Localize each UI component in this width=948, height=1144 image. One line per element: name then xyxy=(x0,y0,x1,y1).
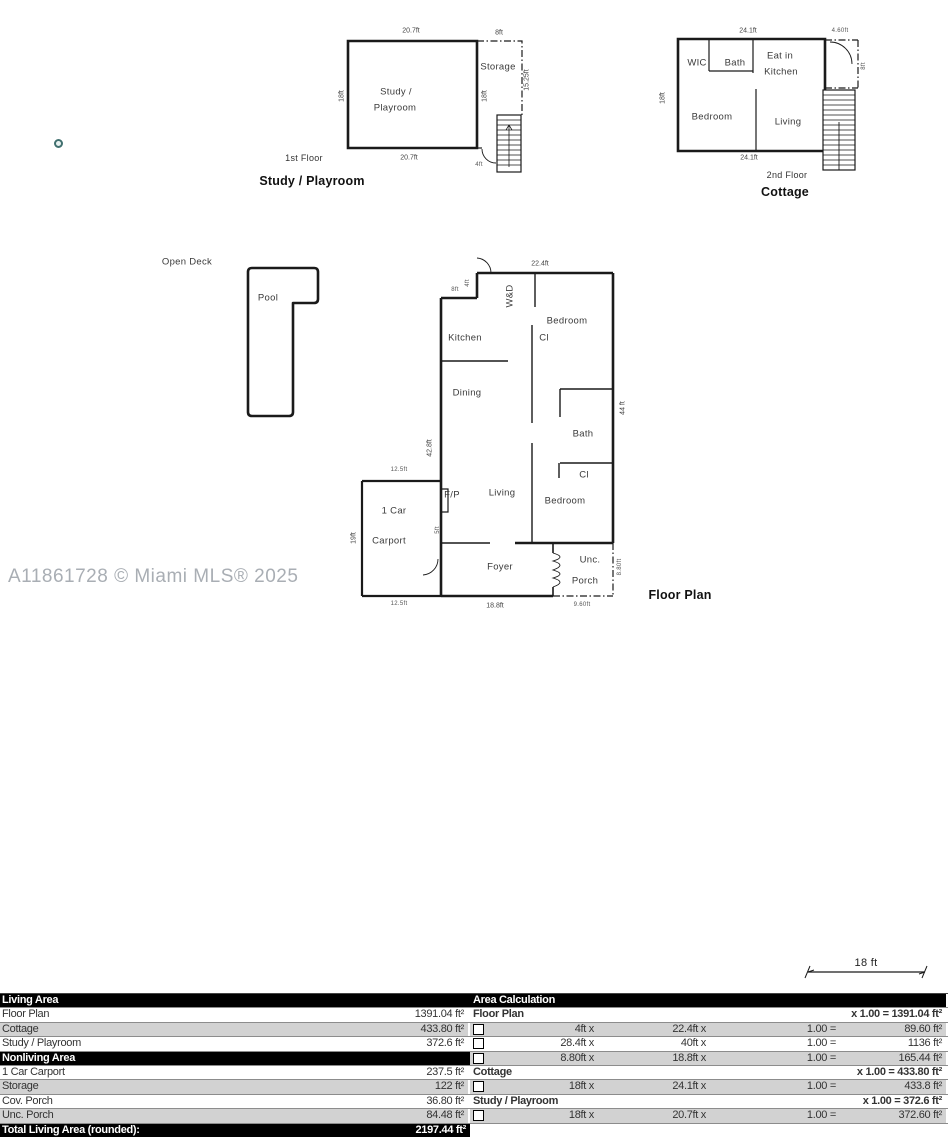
row-label: Unc. Porch xyxy=(2,1109,54,1122)
calc-value: 165.44 ft² xyxy=(898,1051,942,1064)
calc-dim2: 22.4ft x xyxy=(672,1022,706,1035)
dim-label: 8ft xyxy=(495,29,503,37)
label-pool: Pool xyxy=(257,292,279,304)
row-value: 36.80 ft² xyxy=(426,1094,464,1107)
mls-watermark: A11861728 © Miami MLS® 2025 xyxy=(8,566,299,587)
room-label-bedroom: Bedroom xyxy=(691,111,733,123)
plan-title-cottage: Cottage xyxy=(761,185,809,199)
row-label: Storage xyxy=(2,1080,39,1093)
room-label-carport: Carport xyxy=(372,535,406,547)
dim-label: 20.7ft xyxy=(402,27,420,35)
dim-label: 9.60ft xyxy=(573,602,591,608)
room-label-carport: 1 Car xyxy=(381,505,407,517)
calc-dim2: 40ft x xyxy=(680,1037,706,1050)
row-value: 84.48 ft² xyxy=(426,1109,464,1122)
table-row xyxy=(0,1066,948,1080)
calc-checkbox[interactable] xyxy=(473,1024,484,1035)
room-label-fireplace: F/P xyxy=(444,489,460,501)
scale-bar-label: 18 ft xyxy=(854,957,878,969)
table-row xyxy=(0,1052,948,1066)
room-label-living: Living xyxy=(488,487,516,499)
dim-label: 12.5ft xyxy=(390,467,408,473)
room-label-unc-porch: Unc. xyxy=(579,554,601,566)
calc-value: 433.8 ft² xyxy=(904,1080,942,1093)
calc-dim1: 18ft x xyxy=(568,1080,594,1093)
calc-dim2: 24.1ft x xyxy=(672,1080,706,1093)
room-label-bath: Bath xyxy=(572,428,594,440)
row-label: Floor Plan xyxy=(2,1008,50,1021)
area-calculation-table xyxy=(0,993,948,1137)
calc-group-value: x 1.00 = 372.6 ft² xyxy=(862,1094,942,1107)
row-value: 1391.04 ft² xyxy=(414,1008,464,1021)
calc-group-label: Cottage xyxy=(473,1065,512,1078)
dim-label: 15.25ft xyxy=(523,69,531,91)
calc-group-label: Floor Plan xyxy=(473,1008,524,1021)
table-header-row xyxy=(0,994,948,1008)
area-calculation-header: Area Calculation xyxy=(473,994,556,1006)
dim-label: 8ft xyxy=(451,287,459,293)
nonliving-area-header: Nonliving Area xyxy=(2,1051,76,1064)
floor-label: 2nd Floor xyxy=(766,170,808,180)
dim-label: 4.60ft xyxy=(831,28,849,34)
row-label: Cov. Porch xyxy=(2,1094,53,1107)
calc-dim2: 18.8ft x xyxy=(672,1051,706,1064)
row-label: Study / Playroom xyxy=(2,1037,81,1050)
calc-dim1: 28.4ft x xyxy=(560,1037,594,1050)
dim-label: 18ft xyxy=(338,90,346,102)
floor-label: 1st Floor xyxy=(285,153,323,163)
room-label-closet: Cl xyxy=(539,332,549,344)
row-label: Cottage xyxy=(2,1022,39,1035)
dim-label: 19ft xyxy=(350,532,358,544)
dim-label: 5ft xyxy=(435,526,441,534)
room-label-study: Study / xyxy=(380,86,412,98)
table-total-row xyxy=(0,1124,948,1137)
calc-dim1: 4ft x xyxy=(574,1022,594,1035)
plan-title-study: Study / Playroom xyxy=(259,174,365,188)
room-label-bath: Bath xyxy=(724,57,746,69)
calc-value: 89.60 ft² xyxy=(904,1022,942,1035)
map-marker-dot-icon xyxy=(54,139,63,148)
calc-group-value: x 1.00 = 433.80 ft² xyxy=(856,1065,942,1078)
dim-label: 8ft xyxy=(861,62,867,70)
calc-factor: 1.00 = xyxy=(806,1051,836,1064)
calc-dim1: 18ft x xyxy=(568,1109,594,1122)
calc-value: 1136 ft² xyxy=(907,1037,942,1050)
dim-label: 44 ft xyxy=(619,401,627,415)
room-label-playroom: Playroom xyxy=(373,102,417,114)
table-row xyxy=(0,1080,948,1094)
calc-checkbox[interactable] xyxy=(473,1110,484,1121)
living-area-header: Living Area xyxy=(2,994,59,1006)
plan-title-floor-plan: Floor Plan xyxy=(648,588,712,602)
row-value: 433.80 ft² xyxy=(420,1022,464,1035)
room-label-eat-in-kitchen: Eat in xyxy=(766,50,794,62)
calc-checkbox[interactable] xyxy=(473,1053,484,1064)
room-label-wic: WIC xyxy=(687,57,707,69)
table-row xyxy=(0,1008,948,1022)
dim-label: 18ft xyxy=(481,90,489,102)
total-label: Total Living Area (rounded): xyxy=(2,1123,140,1136)
room-label-bedroom: Bedroom xyxy=(546,315,588,327)
label-open-deck: Open Deck xyxy=(161,256,213,268)
dim-label: 22.4ft xyxy=(531,260,549,268)
dim-label: 4ft xyxy=(465,279,471,287)
room-label-foyer: Foyer xyxy=(487,561,513,573)
room-label-closet: Cl xyxy=(579,469,589,481)
calc-dim1: 8.80ft x xyxy=(560,1051,594,1064)
dim-label: 12.5ft xyxy=(390,601,408,607)
table-row xyxy=(0,1095,948,1109)
dim-label: 18ft xyxy=(659,92,667,104)
row-value: 372.6 ft² xyxy=(426,1037,464,1050)
room-label-living: Living xyxy=(774,116,802,128)
table-row xyxy=(0,1023,948,1037)
room-label-bedroom: Bedroom xyxy=(544,495,586,507)
total-value: 2197.44 ft² xyxy=(415,1123,466,1136)
calc-factor: 1.00 = xyxy=(806,1037,836,1050)
dim-label: 18.8ft xyxy=(486,602,504,610)
row-value: 237.5 ft² xyxy=(426,1065,464,1078)
room-label-storage: Storage xyxy=(480,61,516,73)
room-label-kitchen: Kitchen xyxy=(448,332,482,344)
calc-checkbox[interactable] xyxy=(473,1081,484,1092)
table-row xyxy=(0,1037,948,1051)
calc-dim2: 20.7ft x xyxy=(672,1109,706,1122)
calc-group-label: Study / Playroom xyxy=(473,1094,559,1107)
dim-label: 4ft xyxy=(475,162,483,168)
dim-label: 20.7ft xyxy=(400,154,418,162)
room-label-washer-dryer: W&D xyxy=(504,284,516,308)
calc-checkbox[interactable] xyxy=(473,1038,484,1049)
calc-factor: 1.00 = xyxy=(806,1109,836,1122)
room-label-dining: Dining xyxy=(452,387,482,399)
calc-factor: 1.00 = xyxy=(806,1080,836,1093)
table-row xyxy=(0,1109,948,1123)
pool-outline xyxy=(248,268,318,416)
dim-label: 8.80ft xyxy=(617,558,623,576)
dim-label: 42.8ft xyxy=(426,439,434,457)
calc-group-value: x 1.00 = 1391.04 ft² xyxy=(851,1008,942,1021)
row-value: 122 ft² xyxy=(434,1080,464,1093)
calc-value: 372.60 ft² xyxy=(898,1109,942,1122)
room-label-unc-porch: Porch xyxy=(571,575,599,587)
dim-label: 24.1ft xyxy=(740,154,758,162)
dim-label: 24.1ft xyxy=(739,27,757,35)
calc-factor: 1.00 = xyxy=(806,1022,836,1035)
room-label-eat-in-kitchen: Kitchen xyxy=(764,66,798,78)
row-label: 1 Car Carport xyxy=(2,1065,65,1078)
